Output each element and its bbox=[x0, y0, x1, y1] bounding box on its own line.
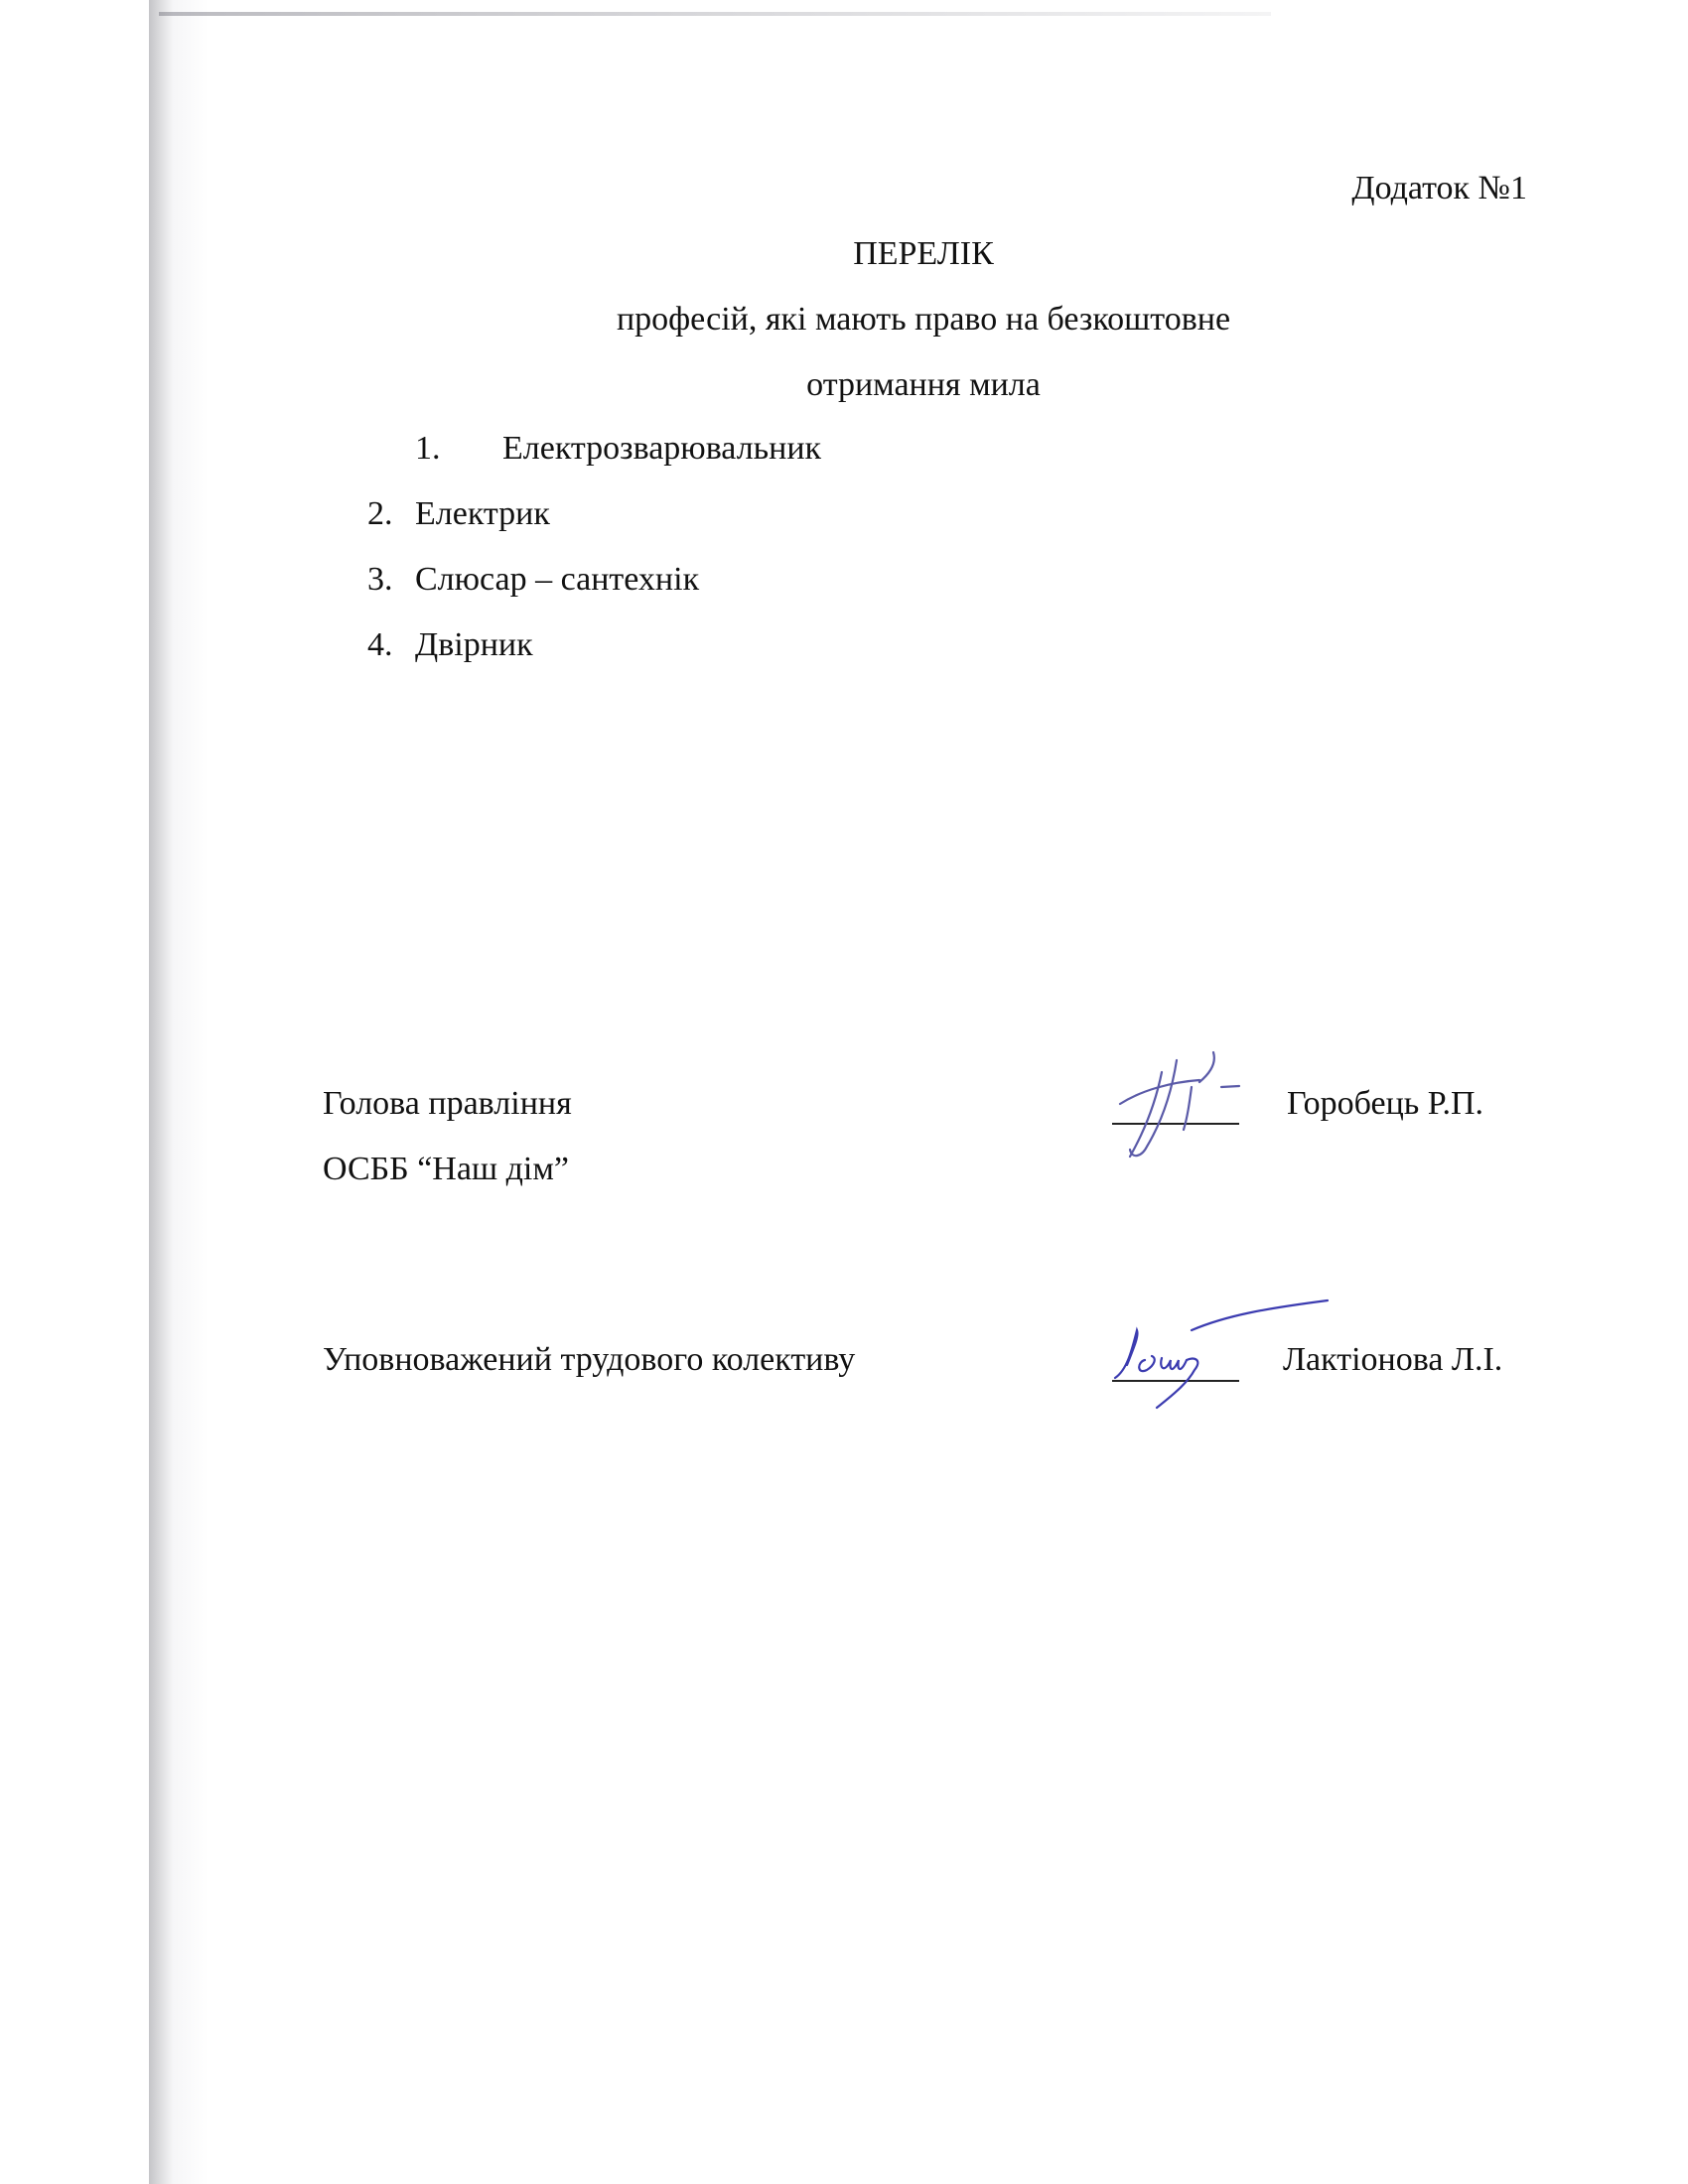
signatory-position-line1: Голова правління bbox=[323, 1085, 572, 1122]
list-item-label: Електрик bbox=[415, 495, 550, 532]
list-item-label: Двірник bbox=[415, 626, 533, 663]
signatory-name: Лактіонова Л.І. bbox=[1283, 1341, 1503, 1378]
handwritten-signature-icon bbox=[1102, 1042, 1251, 1166]
list-item-number: 2. bbox=[367, 495, 393, 532]
scan-top-edge bbox=[159, 12, 1271, 16]
list-item-label: Електрозварювальник bbox=[502, 430, 822, 467]
list-item-number: 1. bbox=[415, 430, 441, 467]
signatory-name: Горобець Р.П. bbox=[1287, 1085, 1484, 1122]
document-subtitle-line1: професій, які мають право на безкоштовне bbox=[616, 301, 1231, 338]
appendix-label: Додаток №1 bbox=[1351, 170, 1527, 206]
document-subtitle-line2: отримання мила bbox=[806, 366, 1041, 403]
signatory-position-line1: Уповноважений трудового колективу bbox=[323, 1341, 856, 1378]
document-title: ПЕРЕЛІК bbox=[853, 235, 994, 272]
list-item-label: Слюсар – сантехнік bbox=[415, 561, 700, 598]
signatory-position-line2: ОСББ “Наш дім” bbox=[323, 1151, 569, 1187]
list-item-number: 4. bbox=[367, 626, 393, 663]
list-item-number: 3. bbox=[367, 561, 393, 598]
